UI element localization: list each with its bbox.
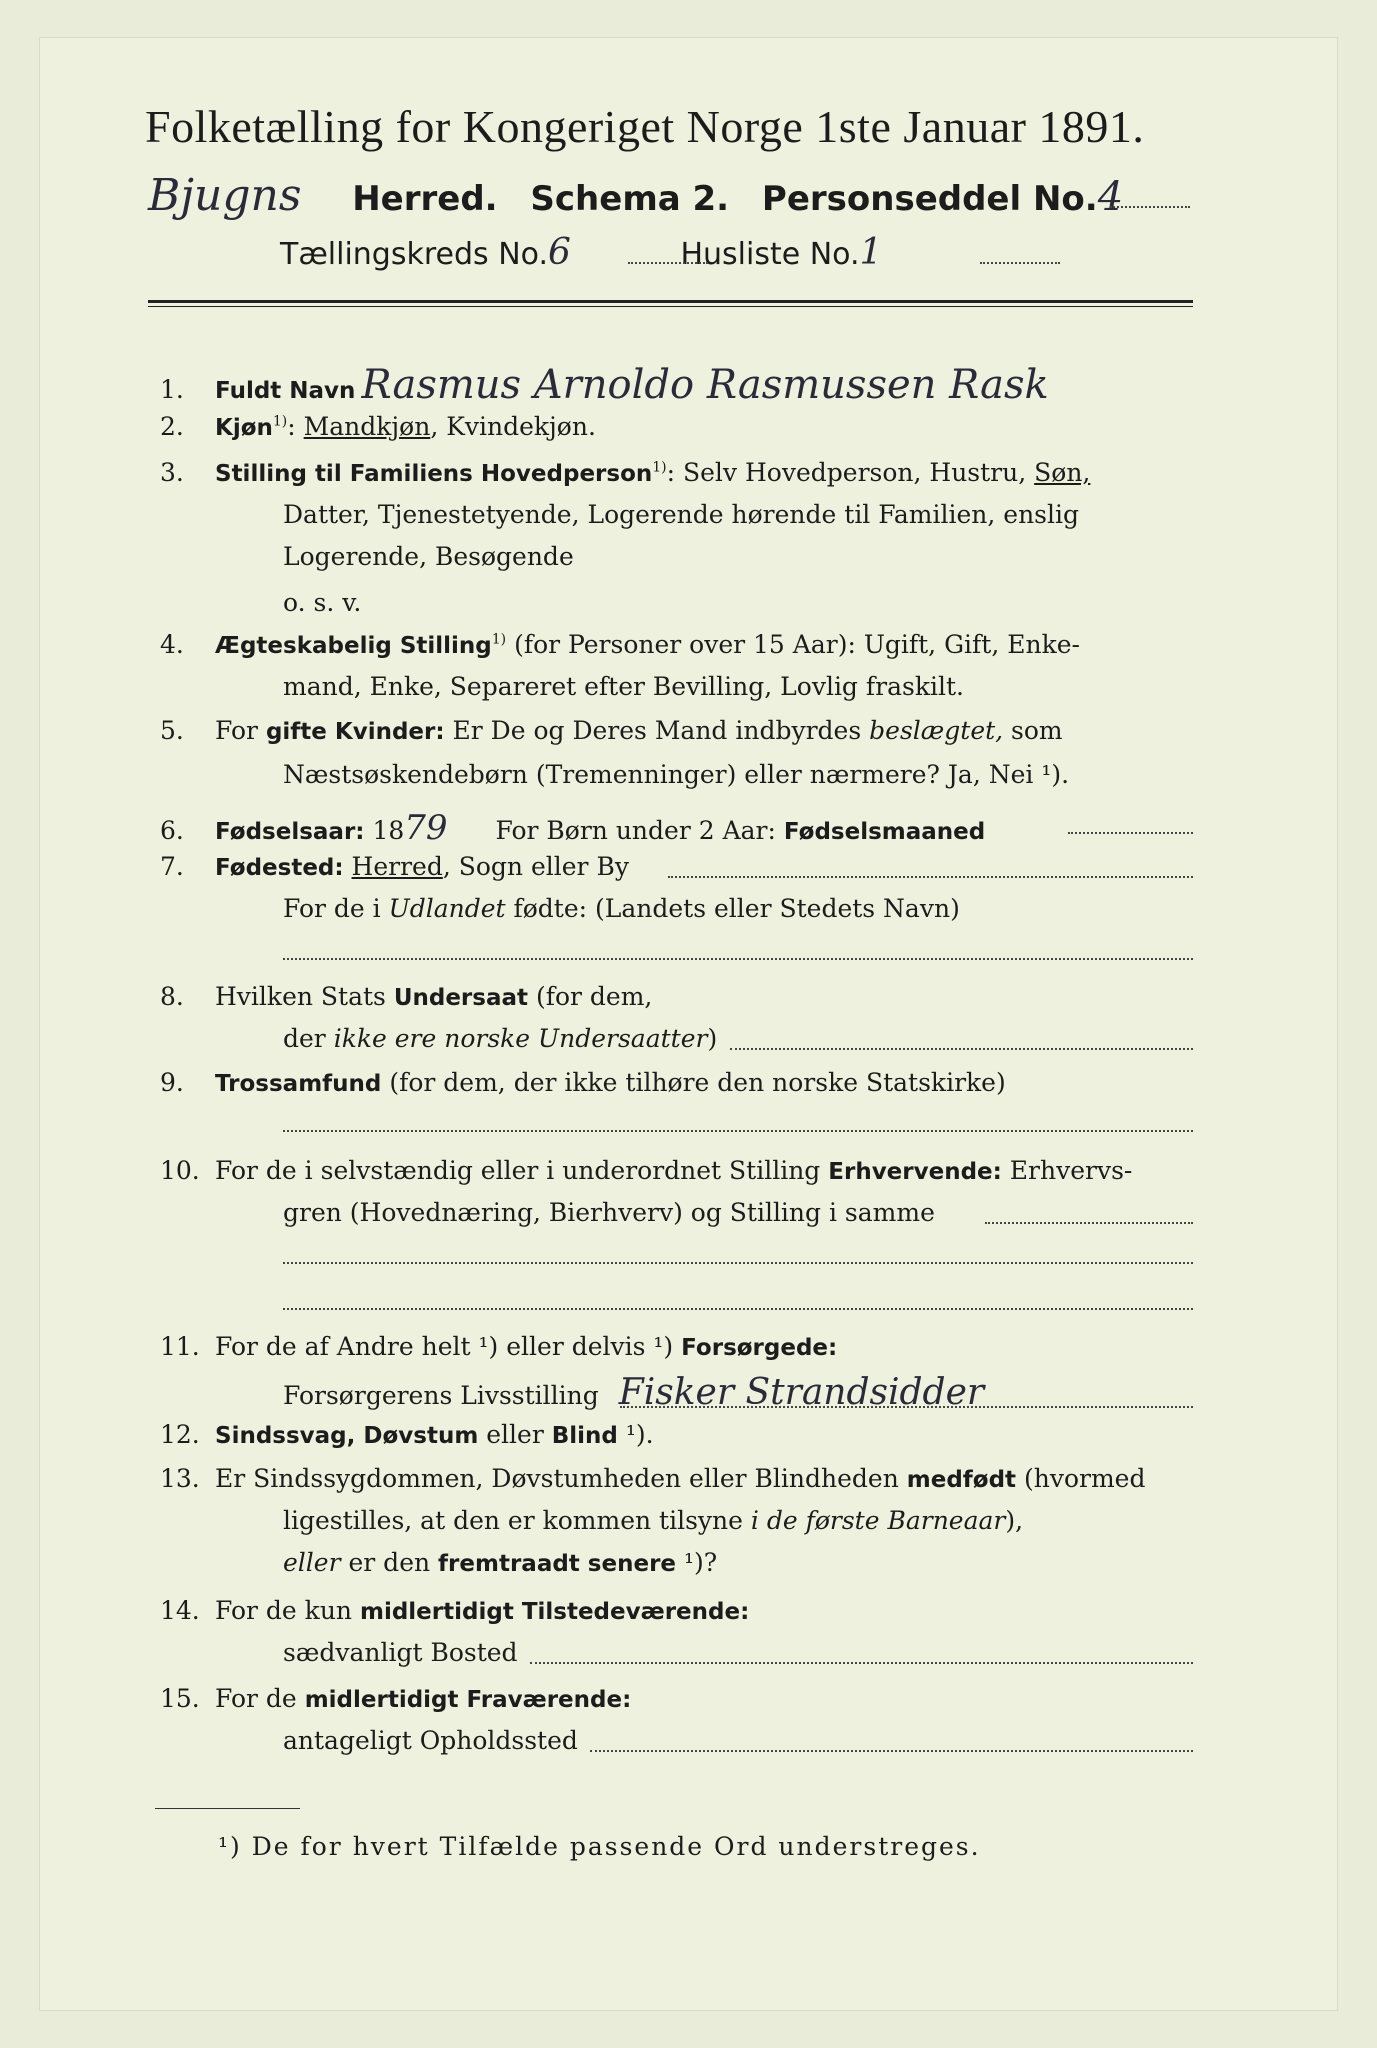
family-position-label: Stilling til Familiens Hovedperson: [215, 461, 653, 487]
item-3-line-2: Datter, Tjenestetyende, Logerende hørende til Familien, enslig: [283, 500, 1080, 529]
provider-occupation-value: Fisker Strandsidder: [618, 1372, 985, 1413]
item-14-line-2: sædvanligt Bosted: [283, 1638, 518, 1667]
personseddel-label: Personseddel No.: [761, 179, 1098, 219]
gender-selected-mandkjon: Mandkjøn: [303, 412, 431, 441]
item-11-dependents: 11. For de af Andre helt ¹) eller delvis ¹) Forsørgede:: [160, 1332, 838, 1361]
item-7-birthplace: 7. Fødested: Herred, Sogn eller By: [160, 852, 629, 881]
header-rule-thin: [148, 306, 1193, 307]
kreds-label: Tællingskreds No.: [280, 237, 548, 272]
birthplace-selected-herred: Herred: [351, 852, 443, 881]
item-12-disability: 12. Sindssvag, Døvstum eller Blind ¹).: [160, 1420, 654, 1449]
footnote: ¹) De for hvert Tilfælde passende Ord understreges.: [218, 1832, 981, 1861]
item-4-line-2: mand, Enke, Separeret efter Bevilling, Lovlig fraskilt.: [283, 672, 964, 701]
form-title: Folketælling for Kongeriget Norge 1ste Januar 1891.: [145, 101, 1145, 152]
item-10-line-2: gren (Hovednæring, Bierhverv) og Stilling i samme: [283, 1198, 935, 1227]
item-7-line-2: For de i Udlandet fødte: (Landets eller Stedets Navn): [283, 894, 960, 923]
husliste-label: Husliste No.: [680, 237, 860, 272]
item-3-family-position: 3. Stilling til Familiens Hovedperson$^{1)}$: Selv Hovedperson, Hustru, Søn,: [160, 458, 1091, 487]
footnote-rule: [155, 1808, 300, 1809]
full-name-label: Fuldt Navn: [215, 378, 356, 404]
item-2-gender: 2. Kjøn$^{1)}$: Mandkjøn, Kvindekjøn.: [160, 412, 596, 441]
kreds-line: [280, 232, 882, 273]
schema-label: Schema 2.: [530, 179, 730, 219]
herred-handwritten: Bjugns: [148, 170, 302, 221]
item-6-birth-year: 6. Fødselsaar: 1879 For Børn under 2 Aar: Fødselsmaaned: [160, 808, 986, 848]
item-13-congenital: 13. Er Sindssygdommen, Døvstumheden eller Blindheden medfødt (hvormed: [160, 1464, 1146, 1493]
item-9-religion: 9. Trossamfund (for dem, der ikke tilhøre den norske Statskirke): [160, 1068, 1006, 1097]
item-1-full-name: 1. Fuldt Navn Rasmus Arnoldo Rasmussen Rask: [160, 362, 1049, 408]
item-8-citizenship: 8. Hvilken Stats Undersaat (for dem,: [160, 982, 653, 1011]
item-8-line-2: der ikke ere norske Undersaatter): [283, 1024, 718, 1053]
herred-line: [148, 170, 1163, 221]
item-15-line-2: antageligt Opholdssted: [283, 1726, 578, 1755]
full-name-value: Rasmus Arnoldo Rasmussen Rask: [361, 362, 1049, 408]
birth-year-value: 79: [404, 808, 448, 848]
item-3-line-3: Logerende, Besøgende: [283, 542, 574, 571]
item-13-line-2: ligestilles, at den er kommen tilsyne i de første Barneaar),: [283, 1506, 1024, 1535]
item-14-temporary-present: 14. For de kun midlertidigt Tilstedeværende:: [160, 1596, 750, 1625]
item-13-line-3: eller er den fremtraadt senere ¹)?: [283, 1548, 718, 1577]
item-3-line-4: o. s. v.: [283, 588, 362, 617]
personseddel-value: 4: [1097, 174, 1124, 220]
family-position-selected-son: Søn,: [1034, 458, 1091, 487]
herred-label: Herred.: [352, 179, 498, 219]
item-11-line-2: Forsørgerens Livsstilling Fisker Strandsidder: [283, 1372, 985, 1413]
gender-label: Kjøn: [215, 415, 273, 441]
item-4-marital-status: 4. Ægteskabelig Stilling$^{1)}$ (for Personer over 15 Aar): Ugift, Gift, Enke-: [160, 630, 1080, 659]
kreds-value: 6: [548, 232, 571, 273]
item-5-married-women: 5. For gifte Kvinder: Er De og Deres Mand indbyrdes beslægtet, som: [160, 716, 1063, 745]
item-5-line-2: Næstsøskendebørn (Tremenninger) eller nærmere? Ja, Nei ¹).: [283, 760, 1070, 789]
header-rule: [148, 300, 1193, 303]
marital-status-label: Ægteskabelig Stilling: [215, 633, 492, 659]
item-15-temporary-absent: 15. For de midlertidigt Fraværende:: [160, 1684, 632, 1713]
husliste-value: 1: [859, 232, 883, 273]
item-10-occupation: 10. For de i selvstændig eller i underordnet Stilling Erhvervende: Erhvervs-: [160, 1156, 1133, 1185]
